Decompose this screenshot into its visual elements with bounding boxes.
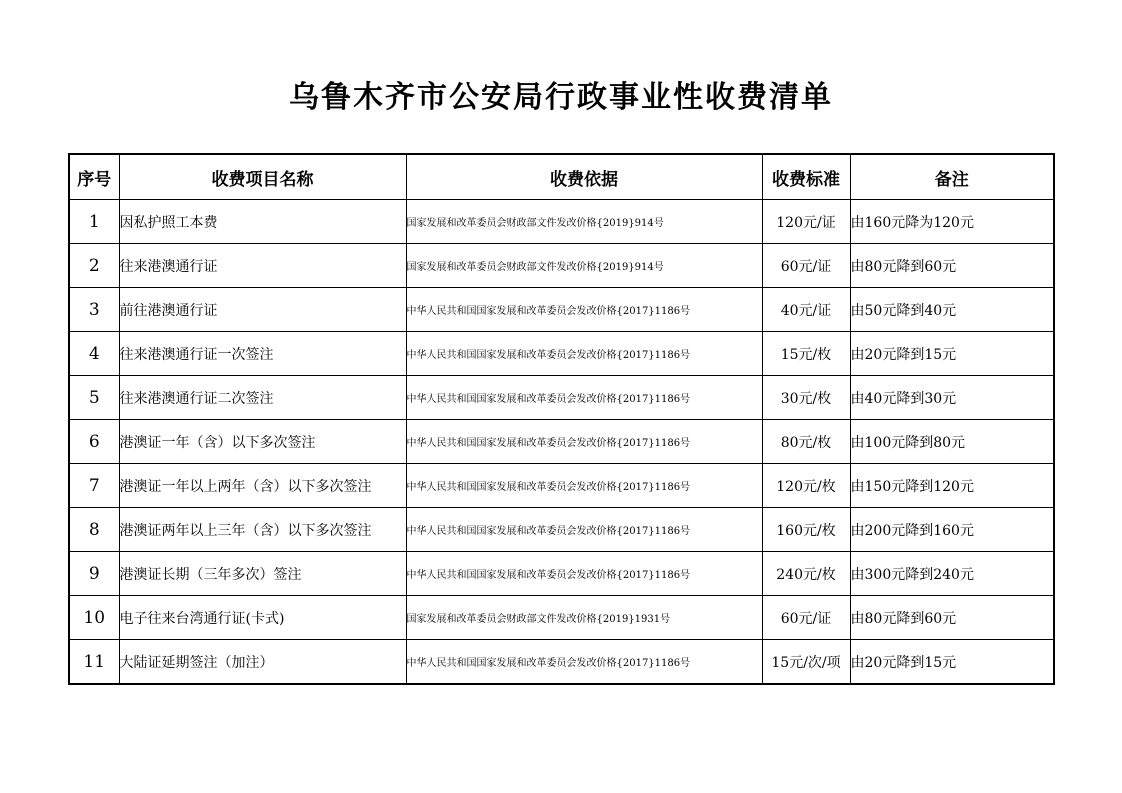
cell-seq: 4 <box>69 332 119 376</box>
cell-standard: 80元/枚 <box>762 420 850 464</box>
cell-seq: 5 <box>69 376 119 420</box>
header-seq: 序号 <box>69 154 119 200</box>
table-row <box>69 288 1054 332</box>
cell-standard: 240元/枚 <box>762 552 850 596</box>
cell-basis: 国家发展和改革委员会财政部文件发改价格{2019}914号 <box>406 244 762 288</box>
table-row <box>69 508 1054 552</box>
cell-item-name: 电子往来台湾通行证(卡式) <box>119 596 406 640</box>
table-row <box>69 552 1054 596</box>
cell-item-name: 大陆证延期签注（加注） <box>119 640 406 685</box>
cell-note: 由200元降到160元 <box>850 508 1054 552</box>
header-basis: 收费依据 <box>406 154 762 200</box>
fee-table <box>68 153 1055 685</box>
table-row <box>69 464 1054 508</box>
cell-seq: 7 <box>69 464 119 508</box>
cell-standard: 30元/枚 <box>762 376 850 420</box>
header-note: 备注 <box>850 154 1054 200</box>
cell-note: 由50元降到40元 <box>850 288 1054 332</box>
table-row <box>69 332 1054 376</box>
cell-item-name: 港澳证长期（三年多次）签注 <box>119 552 406 596</box>
table-row <box>69 596 1054 640</box>
cell-standard: 120元/证 <box>762 200 850 244</box>
cell-standard: 160元/枚 <box>762 508 850 552</box>
cell-seq: 10 <box>69 596 119 640</box>
cell-seq: 9 <box>69 552 119 596</box>
cell-basis: 中华人民共和国国家发展和改革委员会发改价格{2017}1186号 <box>406 332 762 376</box>
cell-basis: 中华人民共和国国家发展和改革委员会发改价格{2017}1186号 <box>406 508 762 552</box>
cell-basis: 中华人民共和国国家发展和改革委员会发改价格{2017}1186号 <box>406 464 762 508</box>
cell-basis: 中华人民共和国国家发展和改革委员会发改价格{2017}1186号 <box>406 640 762 685</box>
cell-seq: 6 <box>69 420 119 464</box>
table-header-row <box>69 154 1054 200</box>
table-body <box>69 200 1054 685</box>
cell-basis: 中华人民共和国国家发展和改革委员会发改价格{2017}1186号 <box>406 288 762 332</box>
cell-standard: 15元/枚 <box>762 332 850 376</box>
table-row <box>69 420 1054 464</box>
cell-note: 由80元降到60元 <box>850 596 1054 640</box>
page-title: 乌鲁木齐市公安局行政事业性收费清单 <box>289 80 833 115</box>
header-name: 收费项目名称 <box>119 154 406 200</box>
cell-item-name: 前往港澳通行证 <box>119 288 406 332</box>
cell-item-name: 港澳证一年（含）以下多次签注 <box>119 420 406 464</box>
cell-note: 由160元降为120元 <box>850 200 1054 244</box>
cell-note: 由20元降到15元 <box>850 640 1054 685</box>
cell-item-name: 往来港澳通行证一次签注 <box>119 332 406 376</box>
cell-seq: 3 <box>69 288 119 332</box>
cell-note: 由20元降到15元 <box>850 332 1054 376</box>
table-row <box>69 376 1054 420</box>
cell-seq: 2 <box>69 244 119 288</box>
cell-basis: 中华人民共和国国家发展和改革委员会发改价格{2017}1186号 <box>406 420 762 464</box>
cell-standard: 60元/证 <box>762 596 850 640</box>
cell-item-name: 往来港澳通行证二次签注 <box>119 376 406 420</box>
table-row <box>69 640 1054 685</box>
cell-seq: 11 <box>69 640 119 685</box>
cell-basis: 中华人民共和国国家发展和改革委员会发改价格{2017}1186号 <box>406 376 762 420</box>
cell-basis: 国家发展和改革委员会财政部文件发改价格{2019}1931号 <box>406 596 762 640</box>
table-row <box>69 200 1054 244</box>
cell-item-name: 港澳证一年以上两年（含）以下多次签注 <box>119 464 406 508</box>
cell-standard: 60元/证 <box>762 244 850 288</box>
cell-seq: 1 <box>69 200 119 244</box>
cell-item-name: 因私护照工本费 <box>119 200 406 244</box>
header-standard: 收费标准 <box>762 154 850 200</box>
cell-note: 由80元降到60元 <box>850 244 1054 288</box>
cell-note: 由40元降到30元 <box>850 376 1054 420</box>
cell-note: 由150元降到120元 <box>850 464 1054 508</box>
cell-note: 由300元降到240元 <box>850 552 1054 596</box>
cell-standard: 15元/次/项 <box>762 640 850 685</box>
cell-basis: 国家发展和改革委员会财政部文件发改价格{2019}914号 <box>406 200 762 244</box>
cell-seq: 8 <box>69 508 119 552</box>
cell-item-name: 港澳证两年以上三年（含）以下多次签注 <box>119 508 406 552</box>
cell-standard: 40元/证 <box>762 288 850 332</box>
cell-basis: 中华人民共和国国家发展和改革委员会发改价格{2017}1186号 <box>406 552 762 596</box>
cell-standard: 120元/枚 <box>762 464 850 508</box>
table-row <box>69 244 1054 288</box>
cell-note: 由100元降到80元 <box>850 420 1054 464</box>
cell-item-name: 往来港澳通行证 <box>119 244 406 288</box>
